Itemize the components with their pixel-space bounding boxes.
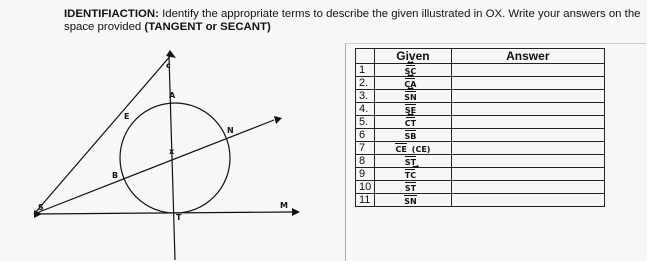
label-s: S [38, 203, 44, 212]
row-number: 9 [356, 168, 375, 181]
answer-field[interactable] [451, 142, 604, 155]
given-extra: (CE) [411, 145, 431, 154]
given-term: SN ↔ [404, 90, 416, 102]
line-ct [169, 56, 175, 260]
instructions-choices: (TANGENT or SECANT) [144, 21, 271, 33]
circle-figure [30, 50, 310, 260]
label-e: E [124, 112, 130, 121]
table-row [356, 64, 605, 77]
table-row [356, 168, 605, 181]
given-term: CE [395, 142, 406, 154]
row-number: 2. [356, 77, 375, 90]
given-term: TC → [405, 168, 416, 180]
circle-x [120, 103, 230, 213]
row-number: 5. [356, 116, 375, 129]
table-row [356, 142, 605, 155]
label-n: N [227, 126, 234, 135]
given-term: SN [404, 194, 416, 206]
given-term: CT ↔ [405, 116, 416, 128]
row-given [375, 168, 451, 181]
given-term: SC ↔ [405, 64, 417, 76]
row-number: 11 [356, 194, 375, 207]
answer-field[interactable] [451, 90, 604, 103]
row-number: 4. [356, 103, 375, 116]
row-number: 7 [356, 142, 375, 155]
table-header-row [356, 49, 605, 64]
answer-field[interactable] [451, 129, 604, 142]
label-a: A [169, 91, 176, 100]
given-term: SE [405, 103, 416, 115]
line-sm [34, 212, 292, 214]
line-sc [34, 54, 172, 214]
instructions-heading: IDENTIFIACTION: [64, 8, 159, 20]
answer-field[interactable] [451, 155, 604, 168]
table-row [356, 155, 605, 168]
row-given [375, 142, 451, 155]
row-given [375, 194, 451, 207]
line-sn [34, 120, 274, 214]
instructions [64, 8, 644, 34]
label-m: M [280, 201, 288, 210]
row-number: 8 [356, 155, 375, 168]
header-num [356, 49, 375, 64]
answer-field[interactable] [451, 64, 604, 77]
row-number: 3. [356, 90, 375, 103]
table-row [356, 77, 605, 90]
header-answer: Answer [451, 49, 604, 64]
table-row [356, 90, 605, 103]
label-c: c [166, 61, 171, 70]
instructions-text: Identify the appropriate terms to describe the given illustrated in OX. Write your answers on the space provided [64, 8, 641, 33]
label-x: x [169, 147, 175, 156]
label-t: T [176, 213, 182, 222]
table-row [356, 181, 605, 194]
given-term: ST [405, 155, 416, 167]
answer-field[interactable] [451, 77, 604, 90]
table-row [356, 129, 605, 142]
row-given [375, 90, 451, 103]
answer-field[interactable] [451, 181, 604, 194]
answer-field[interactable] [451, 194, 604, 207]
row-given [375, 181, 451, 194]
row-given [375, 129, 451, 142]
answer-field[interactable] [451, 116, 604, 129]
answer-field[interactable] [451, 168, 604, 181]
label-b: B [112, 171, 119, 180]
given-term: CA ↔ [404, 77, 416, 89]
answer-table [355, 48, 605, 207]
row-number: 10 [356, 181, 375, 194]
table-row [356, 116, 605, 129]
row-number: 6 [356, 129, 375, 142]
table-row [356, 103, 605, 116]
table-body [356, 64, 605, 207]
table-row [356, 194, 605, 207]
row-given [375, 116, 451, 129]
given-term: ST [405, 181, 416, 193]
row-number: 1 [356, 64, 375, 77]
answer-field[interactable] [451, 103, 604, 116]
header-given: Given [375, 49, 451, 64]
given-term: SB [405, 129, 417, 141]
